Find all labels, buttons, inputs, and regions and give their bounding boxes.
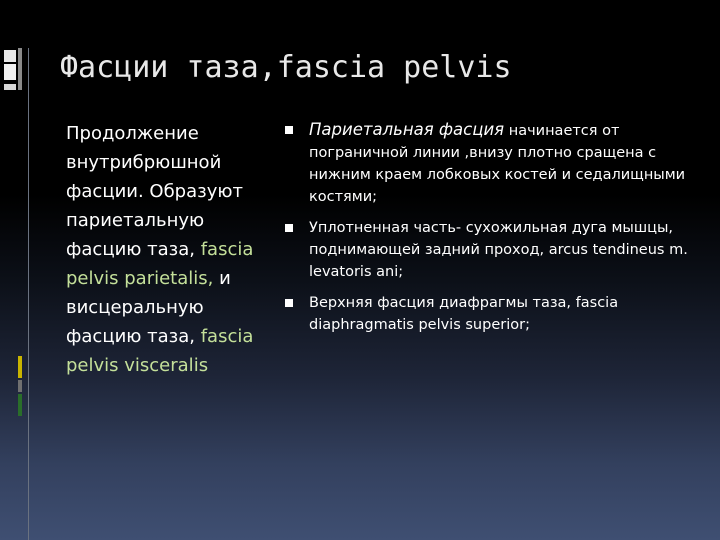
- left-mid-text: и висцеральную фасцию таза,: [66, 268, 231, 347]
- square-bullet-icon: [285, 299, 293, 307]
- decor-strip: [18, 48, 22, 90]
- decor-bar-bottom: [4, 84, 16, 90]
- bullet-text: начинается от пограничной линии ,внизу плотно сращена с нижним краем лобковых костей и седалищными костями;: [309, 123, 686, 205]
- bullet-text: Уплотненная часть- сухожильная дуга мышцы, поднимающей задний проход, arcus tendineus m. levatoris ani;: [309, 220, 688, 280]
- slide-title: Фасции таза,fascia pelvis: [60, 50, 512, 85]
- decor-bar-top: [4, 50, 16, 62]
- square-bullet-icon: [285, 126, 293, 134]
- bullet-item: [283, 292, 703, 336]
- bullet-item: [283, 119, 703, 208]
- bullet-text: Верхняя фасция диафрагмы таза, fascia diaphragmatis pelvis superior;: [309, 295, 619, 333]
- bullet-item: [283, 217, 703, 283]
- left-intro-text: Продолжение внутрибрюшной фасции. Образуют париетальную фасцию таза,: [66, 123, 243, 260]
- decor-gray-block: [18, 380, 22, 392]
- decor-green-block: [18, 394, 22, 416]
- decor-bar-middle: [4, 64, 16, 80]
- decor-yellow-block: [18, 356, 22, 378]
- latin-term-parietalis: fascia pelvis parietalis,: [66, 239, 254, 289]
- left-text-block: [66, 119, 271, 380]
- square-bullet-icon: [285, 224, 293, 232]
- latin-term-visceralis: fascia pelvis visceralis: [66, 326, 254, 376]
- bullet-list: [283, 119, 703, 345]
- bullet-lead-text: Париетальная фасция: [309, 120, 505, 139]
- decor-vertical-line: [28, 48, 29, 540]
